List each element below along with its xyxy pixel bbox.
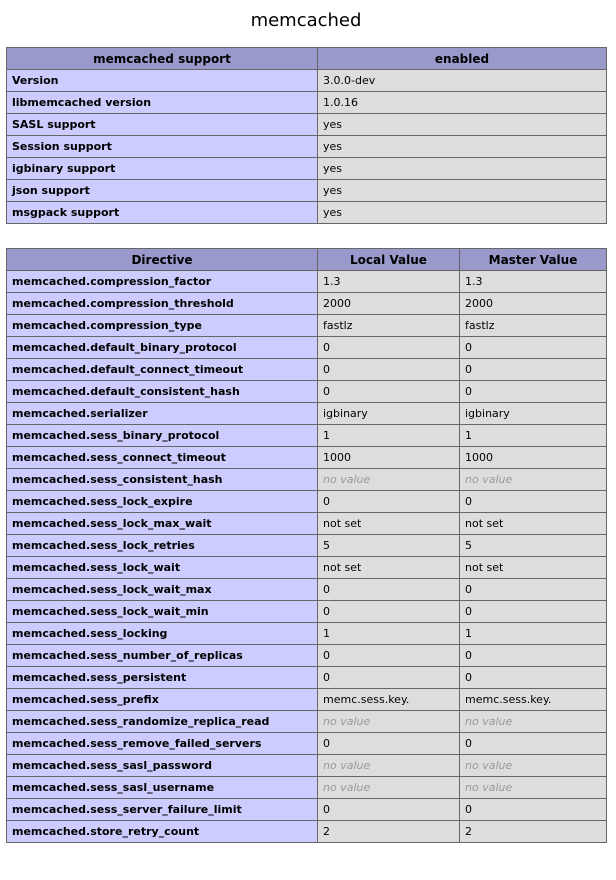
directive-local-value: 0: [318, 601, 460, 623]
directive-row: [7, 447, 607, 469]
directive-master-value: not set: [460, 557, 607, 579]
directive-row: [7, 403, 607, 425]
directive-master-value: 0: [460, 601, 607, 623]
directive-local-value: not set: [318, 557, 460, 579]
directive-local-value: no value: [318, 711, 460, 733]
directive-header-row: [7, 249, 607, 271]
directive-master-value: no value: [460, 469, 607, 491]
support-value: yes: [318, 180, 607, 202]
directive-body: [7, 271, 607, 843]
directive-row: [7, 667, 607, 689]
directive-row: [7, 337, 607, 359]
directive-row: [7, 711, 607, 733]
directive-name: memcached.sess_locking: [7, 623, 318, 645]
directive-local-value: 2: [318, 821, 460, 843]
directive-local-value: fastlz: [318, 315, 460, 337]
directive-local-value: no value: [318, 469, 460, 491]
directive-header-local: Local Value: [318, 249, 460, 271]
directive-name: memcached.sess_lock_max_wait: [7, 513, 318, 535]
support-value: 3.0.0-dev: [318, 70, 607, 92]
directive-local-value: no value: [318, 777, 460, 799]
directive-master-value: 5: [460, 535, 607, 557]
directive-master-value: 0: [460, 491, 607, 513]
support-name: SASL support: [7, 114, 318, 136]
directive-name: memcached.default_binary_protocol: [7, 337, 318, 359]
directive-header-name: Directive: [7, 249, 318, 271]
support-row: [7, 158, 607, 180]
directive-row: [7, 689, 607, 711]
directive-local-value: 5: [318, 535, 460, 557]
support-row: [7, 92, 607, 114]
directive-master-value: no value: [460, 777, 607, 799]
directive-name: memcached.sess_binary_protocol: [7, 425, 318, 447]
directive-row: [7, 821, 607, 843]
directive-master-value: 0: [460, 381, 607, 403]
directive-master-value: 0: [460, 799, 607, 821]
directive-row: [7, 359, 607, 381]
directive-name: memcached.sess_lock_expire: [7, 491, 318, 513]
directive-row: [7, 799, 607, 821]
directive-local-value: 1000: [318, 447, 460, 469]
directive-master-value: 0: [460, 337, 607, 359]
directive-master-value: 2000: [460, 293, 607, 315]
directive-local-value: 0: [318, 733, 460, 755]
directive-name: memcached.serializer: [7, 403, 318, 425]
directive-master-value: fastlz: [460, 315, 607, 337]
directive-row: [7, 469, 607, 491]
directive-row: [7, 601, 607, 623]
directive-local-value: 0: [318, 491, 460, 513]
directive-row: [7, 271, 607, 293]
directive-name: memcached.sess_sasl_password: [7, 755, 318, 777]
directive-master-value: 0: [460, 733, 607, 755]
directive-local-value: 0: [318, 381, 460, 403]
directive-row: [7, 755, 607, 777]
directive-master-value: 1: [460, 425, 607, 447]
directive-master-value: 1000: [460, 447, 607, 469]
support-name: json support: [7, 180, 318, 202]
directive-master-value: 0: [460, 359, 607, 381]
directive-row: [7, 491, 607, 513]
directive-master-value: 0: [460, 579, 607, 601]
directive-local-value: 2000: [318, 293, 460, 315]
directive-local-value: 1: [318, 425, 460, 447]
support-name: libmemcached version: [7, 92, 318, 114]
directive-name: memcached.sess_number_of_replicas: [7, 645, 318, 667]
directive-name: memcached.sess_consistent_hash: [7, 469, 318, 491]
support-header-name: memcached support: [7, 48, 318, 70]
support-value: yes: [318, 202, 607, 224]
directive-row: [7, 623, 607, 645]
directive-master-value: no value: [460, 755, 607, 777]
directive-master-value: 1: [460, 623, 607, 645]
page-title: memcached: [250, 10, 362, 31]
directive-local-value: igbinary: [318, 403, 460, 425]
directive-name: memcached.default_connect_timeout: [7, 359, 318, 381]
directive-row: [7, 315, 607, 337]
support-value: yes: [318, 136, 607, 158]
directive-row: [7, 557, 607, 579]
directive-local-value: 1.3: [318, 271, 460, 293]
directive-local-value: 0: [318, 799, 460, 821]
directive-local-value: 0: [318, 667, 460, 689]
directive-local-value: memc.sess.key.: [318, 689, 460, 711]
directive-name: memcached.compression_threshold: [7, 293, 318, 315]
directive-row: [7, 579, 607, 601]
directive-row: [7, 513, 607, 535]
support-value: yes: [318, 158, 607, 180]
directive-local-value: 0: [318, 337, 460, 359]
directive-table: [6, 248, 607, 843]
directive-local-value: 0: [318, 579, 460, 601]
directive-master-value: 1.3: [460, 271, 607, 293]
directive-master-value: igbinary: [460, 403, 607, 425]
directive-header-master: Master Value: [460, 249, 607, 271]
directive-local-value: 0: [318, 645, 460, 667]
directive-local-value: not set: [318, 513, 460, 535]
directive-master-value: memc.sess.key.: [460, 689, 607, 711]
directive-name: memcached.sess_remove_failed_servers: [7, 733, 318, 755]
directive-name: memcached.sess_server_failure_limit: [7, 799, 318, 821]
directive-name: memcached.sess_connect_timeout: [7, 447, 318, 469]
directive-name: memcached.sess_prefix: [7, 689, 318, 711]
directive-master-value: 2: [460, 821, 607, 843]
support-value: yes: [318, 114, 607, 136]
directive-name: memcached.sess_persistent: [7, 667, 318, 689]
support-header-value: enabled: [318, 48, 607, 70]
support-row: [7, 114, 607, 136]
support-name: Session support: [7, 136, 318, 158]
directive-master-value: not set: [460, 513, 607, 535]
support-table: [6, 47, 607, 224]
support-name: msgpack support: [7, 202, 318, 224]
directive-name: memcached.sess_lock_wait_max: [7, 579, 318, 601]
directive-local-value: 1: [318, 623, 460, 645]
directive-name: memcached.store_retry_count: [7, 821, 318, 843]
support-name: Version: [7, 70, 318, 92]
directive-local-value: 0: [318, 359, 460, 381]
directive-name: memcached.default_consistent_hash: [7, 381, 318, 403]
directive-row: [7, 293, 607, 315]
support-value: 1.0.16: [318, 92, 607, 114]
directive-name: memcached.sess_lock_wait: [7, 557, 318, 579]
directive-row: [7, 777, 607, 799]
directive-row: [7, 733, 607, 755]
support-row: [7, 180, 607, 202]
directive-name: memcached.sess_sasl_username: [7, 777, 318, 799]
support-row: [7, 70, 607, 92]
directive-name: memcached.sess_lock_wait_min: [7, 601, 318, 623]
directive-row: [7, 535, 607, 557]
support-body: [7, 70, 607, 224]
directive-name: memcached.sess_randomize_replica_read: [7, 711, 318, 733]
support-row: [7, 136, 607, 158]
support-name: igbinary support: [7, 158, 318, 180]
directive-master-value: no value: [460, 711, 607, 733]
directive-local-value: no value: [318, 755, 460, 777]
support-row: [7, 202, 607, 224]
directive-name: memcached.compression_type: [7, 315, 318, 337]
directive-master-value: 0: [460, 667, 607, 689]
directive-row: [7, 425, 607, 447]
directive-row: [7, 381, 607, 403]
directive-name: memcached.sess_lock_retries: [7, 535, 318, 557]
directive-row: [7, 645, 607, 667]
directive-name: memcached.compression_factor: [7, 271, 318, 293]
directive-master-value: 0: [460, 645, 607, 667]
support-header-row: [7, 48, 607, 70]
